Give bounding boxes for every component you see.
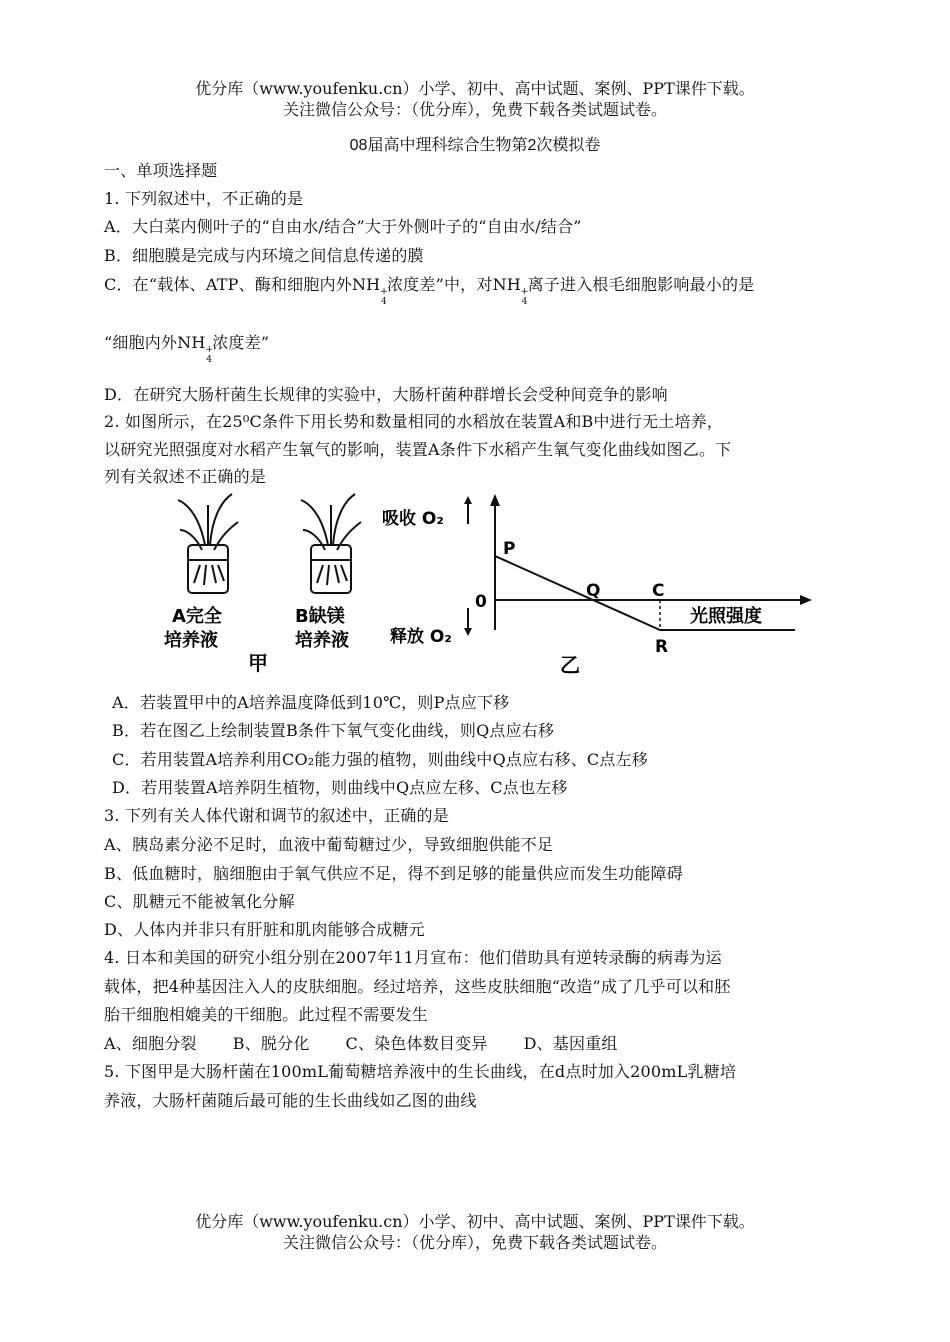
- q1-option-d: D．在研究大肠杆菌生长规律的实验中，大肠杆菌种群增长会受种间竞争的影响: [104, 385, 668, 404]
- label-x-axis: 光照强度: [690, 606, 762, 627]
- q5-stem-1: 5. 下图甲是大肠杆菌在100mL葡萄糖培养液中的生长曲线，在d点时加入200mL乳糖培: [104, 1062, 737, 1081]
- q2-option-a: A．若装置甲中的A培养温度降低到10℃，则P点应下移: [112, 693, 510, 712]
- page-title: 08届高中理科综合生物第2次模拟卷: [349, 137, 601, 154]
- y-axis-arrow: [490, 494, 500, 506]
- q3-option-d: D、人体内并非只有肝脏和肌肉能够合成糖元: [104, 920, 425, 939]
- x-axis-arrow: [800, 595, 812, 605]
- q1-option-b: B．细胞膜是完成与内环境之间信息传递的膜: [104, 246, 424, 265]
- q2-stem-1: 2. 如图所示，在25⁰C条件下用长势和数量相同的水稻放在装置A和B中进行无土培养，: [104, 412, 724, 431]
- q3-stem: 3. 下列有关人体代谢和调节的叙述中，正确的是: [104, 806, 449, 825]
- q1-c-plus: +: [380, 287, 389, 297]
- q2-stem-2: 以研究光照强度对水稻产生氧气的影响，装置A条件下水稻产生氧气变化曲线如图乙。下: [104, 440, 732, 459]
- q1-c-part4: “细胞内外NH: [104, 333, 206, 352]
- q4-stem-3: 胎干细胞相媲美的干细胞。此过程不需要发生: [104, 1005, 429, 1024]
- q2-option-c: C．若用装置A培养利用CO₂能力强的植物，则曲线中Q点应右移、C点左移: [112, 750, 648, 769]
- label-absorb-o2: 吸收 O₂: [382, 509, 444, 529]
- q2-figure: [150, 490, 820, 680]
- header-line-1: 优分库（www.youfenku.cn）小学、初中、高中试题、案例、PPT课件下载。: [195, 79, 755, 98]
- footer-line-2: 关注微信公众号：（优分库），免费下载各类试题试卷。: [282, 1233, 667, 1252]
- label-b-line1: B缺镁: [295, 606, 345, 627]
- label-a-line2: 培养液: [164, 630, 218, 651]
- q1-c-sub4-3: 4: [206, 355, 213, 365]
- plant-a-illustration: [178, 494, 238, 593]
- release-arrow-head: [464, 628, 472, 636]
- footer-line-1: 优分库（www.youfenku.cn）小学、初中、高中试题、案例、PPT课件下载。: [195, 1212, 755, 1231]
- q1-c-part3: 离子进入根毛细胞影响最小的是: [527, 275, 755, 294]
- q1-option-c: [104, 272, 755, 307]
- q1-option-c-cont: [104, 330, 270, 365]
- absorb-arrow-head: [464, 496, 472, 504]
- q4-option-d: D、基因重组: [523, 1034, 618, 1053]
- q4-stem-2: 载体，把4种基因注入人的皮肤细胞。经过培养，这些皮肤细胞“改造”成了几乎可以和胚: [104, 977, 731, 996]
- q1-c-plus-2: +: [520, 287, 529, 297]
- point-q: Q: [586, 581, 601, 601]
- q4-stem-1: 4. 日本和美国的研究小组分别在2007年11月宣布：他们借助具有逆转录酶的病毒为运: [104, 948, 722, 967]
- header-line-2: 关注微信公众号：（优分库），免费下载各类试题试卷。: [282, 100, 667, 119]
- label-b-line2: 培养液: [295, 630, 349, 651]
- q1-c-sub4: 4: [381, 297, 387, 307]
- q4-options: [104, 1031, 654, 1054]
- label-a-line1: A完全: [172, 606, 222, 627]
- q1-c-sub4-2: 4: [521, 297, 528, 307]
- q1-c-part1: C．在“载体、ATP、酶和细胞内外NH: [104, 275, 381, 294]
- q2-stem-3: 列有关叙述不正确的是: [104, 467, 267, 486]
- label-release-o2: 释放 O₂: [390, 627, 452, 647]
- q1-option-a: A．大白菜内侧叶子的“自由水/结合”大于外侧叶子的“自由水/结合”: [104, 217, 582, 236]
- label-origin: 0: [475, 592, 487, 612]
- point-r: R: [655, 637, 669, 657]
- q1-c-plus-3: +: [205, 345, 214, 355]
- q2-option-b: B．若在图乙上绘制装置B条件下氧气变化曲线，则Q点应右移: [112, 721, 555, 740]
- q3-option-c: C、肌糖元不能被氧化分解: [104, 892, 295, 911]
- label-yi: 乙: [560, 653, 580, 677]
- q5-stem-2: 养液，大肠杆菌随后最可能的生长曲线如乙图的曲线: [104, 1091, 477, 1110]
- label-jia: 甲: [248, 651, 268, 675]
- q4-option-b: B、脱分化: [232, 1034, 310, 1053]
- plant-b-illustration: [301, 494, 361, 593]
- q4-option-a: A、细胞分裂: [104, 1034, 197, 1053]
- point-c: C: [652, 581, 665, 601]
- q4-option-c: C、染色体数目变异: [345, 1034, 488, 1053]
- q1-stem: 1. 下列叙述中，不正确的是: [104, 189, 304, 208]
- q1-c-part2: 浓度差”中，对NH: [386, 275, 521, 294]
- q3-option-b: B、低血糖时，脑细胞由于氧气供应不足，得不到足够的能量供应而发生功能障碍: [104, 864, 683, 883]
- section-heading: 一、单项选择题: [104, 161, 218, 180]
- point-p: P: [503, 539, 516, 559]
- q3-option-a: A、胰岛素分泌不足时，血液中葡萄糖过少，导致细胞供能不足: [104, 835, 554, 854]
- q1-c-part5: 浓度差”: [212, 333, 270, 352]
- q2-option-d: D．若用装置A培养阴生植物，则曲线中Q点应左移、C点也左移: [112, 778, 568, 797]
